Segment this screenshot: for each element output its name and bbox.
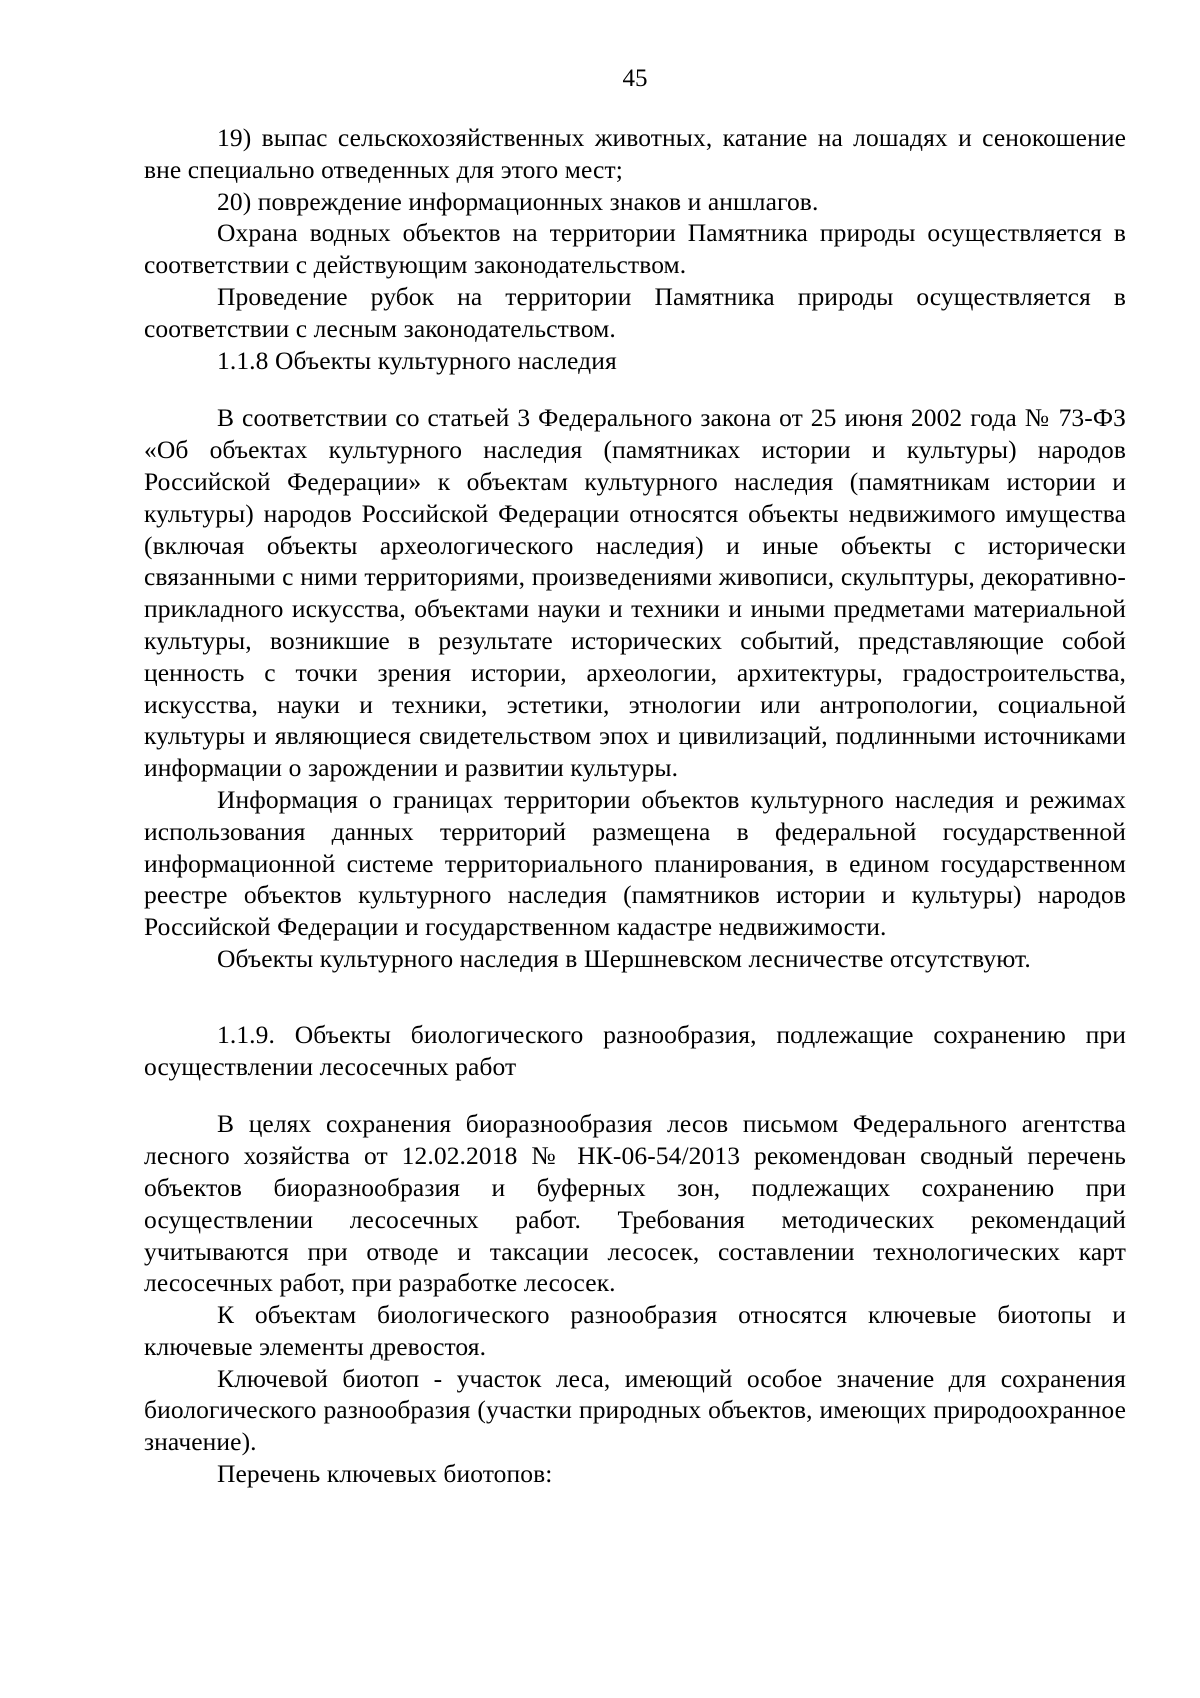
paragraph-water-protection: Охрана водных объектов на территории Памятника природы осуществляется в соответствии с действующим законодательством. — [144, 218, 1126, 280]
section-heading-1-1-8: 1.1.8 Объекты культурного наследия — [217, 345, 617, 375]
paragraph-item-20: 20) повреждение информационных знаков и аншлагов. — [217, 186, 819, 216]
paragraph-key-biotope-definition: Ключевой биотоп - участок леса, имеющий особое значение для сохранения биологического разнообразия (участки природных объектов, имеющих природоохранное значение). — [144, 1363, 1126, 1457]
page-number: 45 — [622, 65, 648, 92]
paragraph-cultural-heritage-law: В соответствии со статьей 3 Федерального закона от 25 июня 2002 года № 73-ФЗ «Об объектах культурного наследия (памятниках истории и культуры) народов Российской Федерации» к объектам культурного наследия (памятникам истории и культуры) народов Российской Федерации относятся объекты недвижимого имущества (включая объекты археологического наследия) и иные объекты с исторически связанными с ними территориями, произведениями живописи, скульптуры, декоративно-прикладного искусства, объектами науки и техники и иными предметами материальной культуры, возникшие в результате исторических событий, представляющие собой ценность с точки зрения истории, археологии, архитектуры, градостроительства, искусства, науки и техники, эстетики, этнологии или антропологии, социальной культуры и являющиеся свидетельством эпох и цивилизаций, подлинными источниками информации о зарождении и развитии культуры. — [144, 403, 1126, 783]
section-heading-1-1-9: 1.1.9. Объекты биологического разнообразия, подлежащие сохранению при осуществлении лесосечных работ — [144, 1019, 1126, 1081]
paragraph-item-19: 19) выпас сельскохозяйственных животных, катание на лошадях и сенокошение вне специально отведенных для этого мест; — [144, 123, 1126, 184]
paragraph-biodiversity-objects: К объектам биологического разнообразия относятся ключевые биотопы и ключевые элементы древостоя. — [144, 1300, 1126, 1361]
document-page — [144, 64, 1126, 1490]
paragraph-cultural-heritage-absent: Объекты культурного наследия в Шершневском лесничестве отсутствуют. — [217, 943, 1031, 973]
paragraph-cultural-heritage-info: Информация о границах территории объектов культурного наследия и режимах использования данных территорий размещена в федеральной государственной информационной системе территориального планирования, в едином государственном реестре объектов культурного наследия (памятников истории и культуры) народов Российской Федерации и государственном кадастре недвижимости. — [144, 784, 1126, 942]
paragraph-biodiversity-letter: В целях сохранения биоразнообразия лесов письмом Федерального агентства лесного хозяйства от 12.02.2018 № НК-06-54/2013 рекомендован сводный перечень объектов биоразнообразия и буферных зон, подлежащих сохранению при осуществлении лесосечных работ. Требования методических рекомендаций учитываются при отводе и таксации лесосек, составлении технологических карт лесосечных работ, при разработке лесосек. — [144, 1109, 1126, 1298]
paragraph-key-biotopes-list-intro: Перечень ключевых биотопов: — [217, 1459, 553, 1489]
paragraph-logging: Проведение рубок на территории Памятника природы осуществляется в соответствии с лесным законодательством. — [144, 281, 1126, 343]
